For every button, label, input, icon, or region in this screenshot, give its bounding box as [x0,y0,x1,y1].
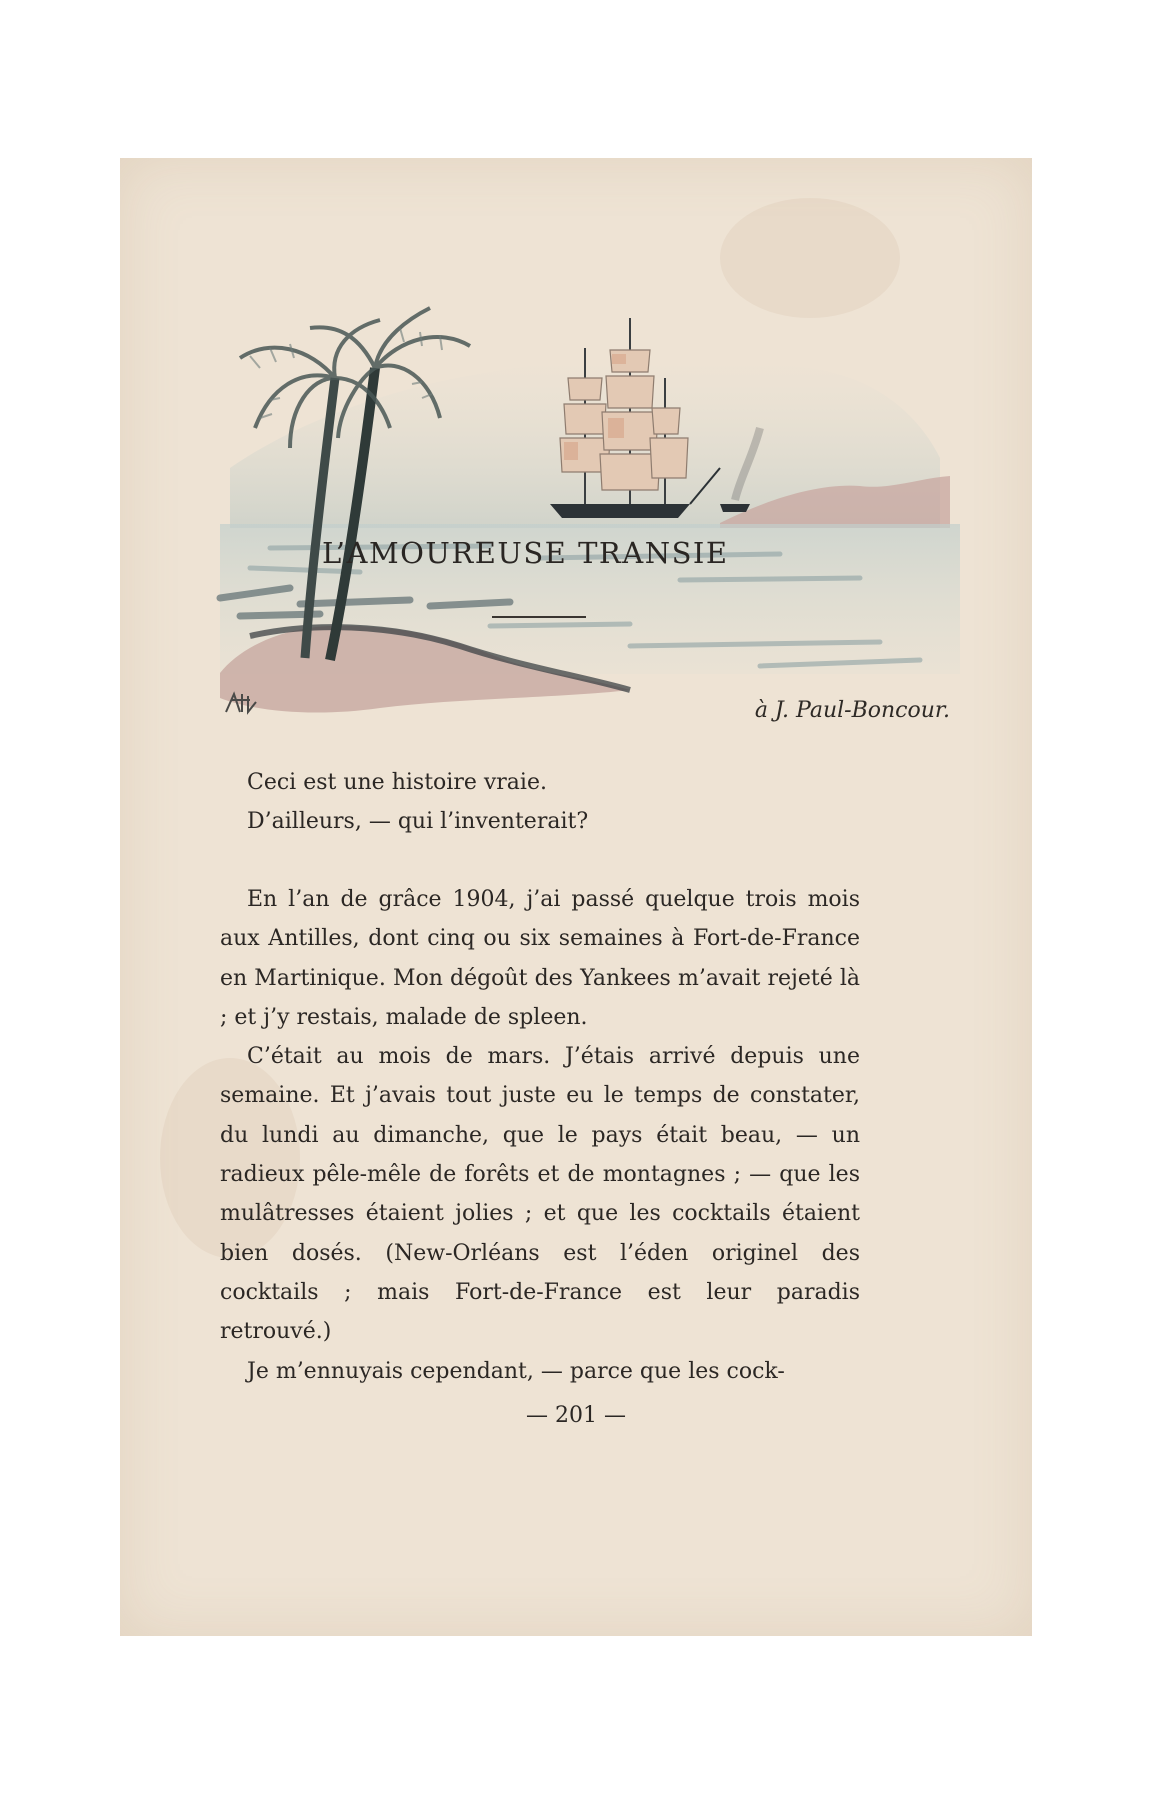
body-text [220,880,860,1391]
intro-line: Ceci est une histoire vraie. [247,770,547,795]
book-page [120,158,1032,1636]
page-number: — 201 — [526,1403,626,1428]
paragraph: C’était au mois de mars. J’étais arrivé depuis une semaine. Et j’avais tout juste eu le temps de constater, du lundi au dimanche, que le pays était beau, — un radieux pêle-mêle de forêts et de montagnes ; — que les mulâtresses étaient jolies ; et que les cocktails étaient bien dosés. (New-Orléans est l’éden originel des cocktails ; mais Fort-de-France est leur paradis retrouvé.) [220,1044,860,1345]
paragraph: En l’an de grâce 1904, j’ai passé quelque trois mois aux Antilles, dont cinq ou six semaines à Fort-de-France en Martinique. Mon dégoût des Yankees m’avait rejeté là ; et j’y restais, malade de spleen. [220,887,860,1030]
dedication: à J. Paul-Boncour. [754,698,950,723]
title-rule [492,616,586,618]
chapter-title: L’AMOUREUSE TRANSIE [322,536,729,570]
artist-monogram [222,688,262,718]
watercolor-illustration [160,228,1000,728]
intro-lines [220,763,860,842]
intro-line: D’ailleurs, — qui l’inventerait? [247,809,589,835]
paragraph: Je m’ennuyais cependant, — parce que les cock- [247,1358,785,1384]
